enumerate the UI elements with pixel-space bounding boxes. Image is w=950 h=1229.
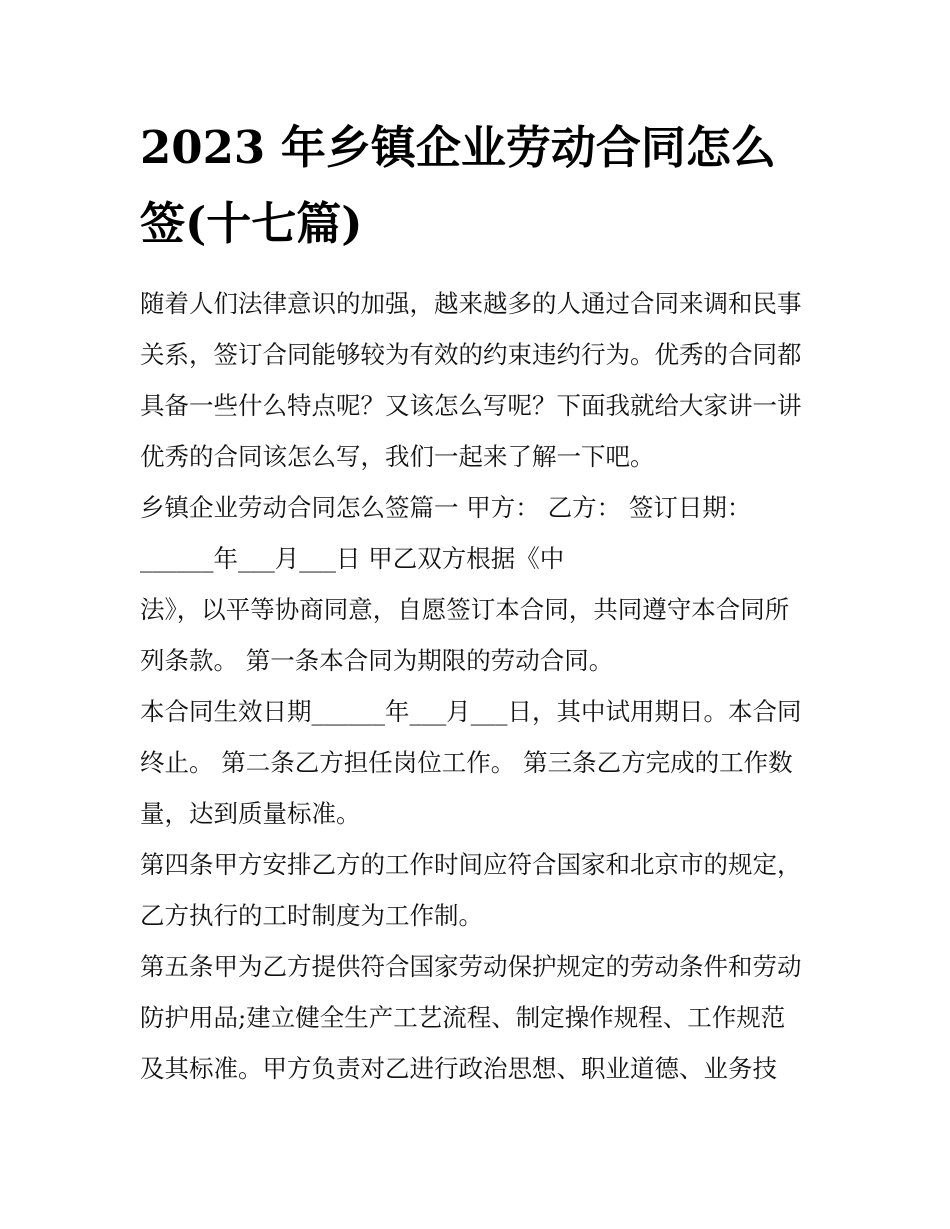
title-line: 签(十七篇) bbox=[140, 197, 363, 250]
body-line: 法》，以平等协商同意，自愿签订本合同，共同遵守本合同所 bbox=[140, 595, 790, 624]
body-line: 防护用品;建立健全生产工艺流程、制定操作规程、工作规范 bbox=[140, 1003, 786, 1032]
body-line: 及其标准。甲方负责对乙进行政治思想、职业道德、业务技 bbox=[140, 1054, 777, 1083]
body-line: 列条款。 第一条本合同为期限的劳动合同。 bbox=[140, 646, 614, 675]
title-line: 2023 年乡镇企业劳动合同怎么 bbox=[140, 121, 776, 174]
document-title bbox=[140, 110, 820, 262]
body-line: 乙方执行的工时制度为工作制。 bbox=[140, 901, 483, 930]
body-line: 关系，签订合同能够较为有效的约束违约行为。优秀的合同都 bbox=[140, 340, 802, 369]
body-line: 第五条甲为乙方提供符合国家劳动保护规定的劳动条件和劳动 bbox=[140, 952, 802, 981]
body-line: 具备一些什么特点呢？又该怎么写呢？下面我就给大家讲一讲 bbox=[140, 391, 802, 420]
body-line: 随着人们法律意识的加强，越来越多的人通过合同来调和民事 bbox=[140, 289, 802, 318]
body-line: 本合同生效日期______年___月___日，其中试用期日。本合同 bbox=[140, 697, 802, 726]
body-line: 优秀的合同该怎么写，我们一起来了解一下吧。 bbox=[140, 442, 655, 471]
body-line: 终止。 第二条乙方担任岗位工作。 第三条乙方完成的工作数 bbox=[140, 748, 793, 777]
document-body bbox=[140, 278, 830, 1094]
body-line: 乡镇企业劳动合同怎么签篇一 甲方： 乙方： 签订日期： bbox=[140, 493, 752, 522]
body-line: 量，达到质量标准。 bbox=[140, 799, 361, 828]
body-line: 第四条甲方安排乙方的工作时间应符合国家和北京市的规定， bbox=[140, 850, 802, 879]
body-line: ______年___月___日 甲乙双方根据《中 bbox=[140, 544, 565, 573]
